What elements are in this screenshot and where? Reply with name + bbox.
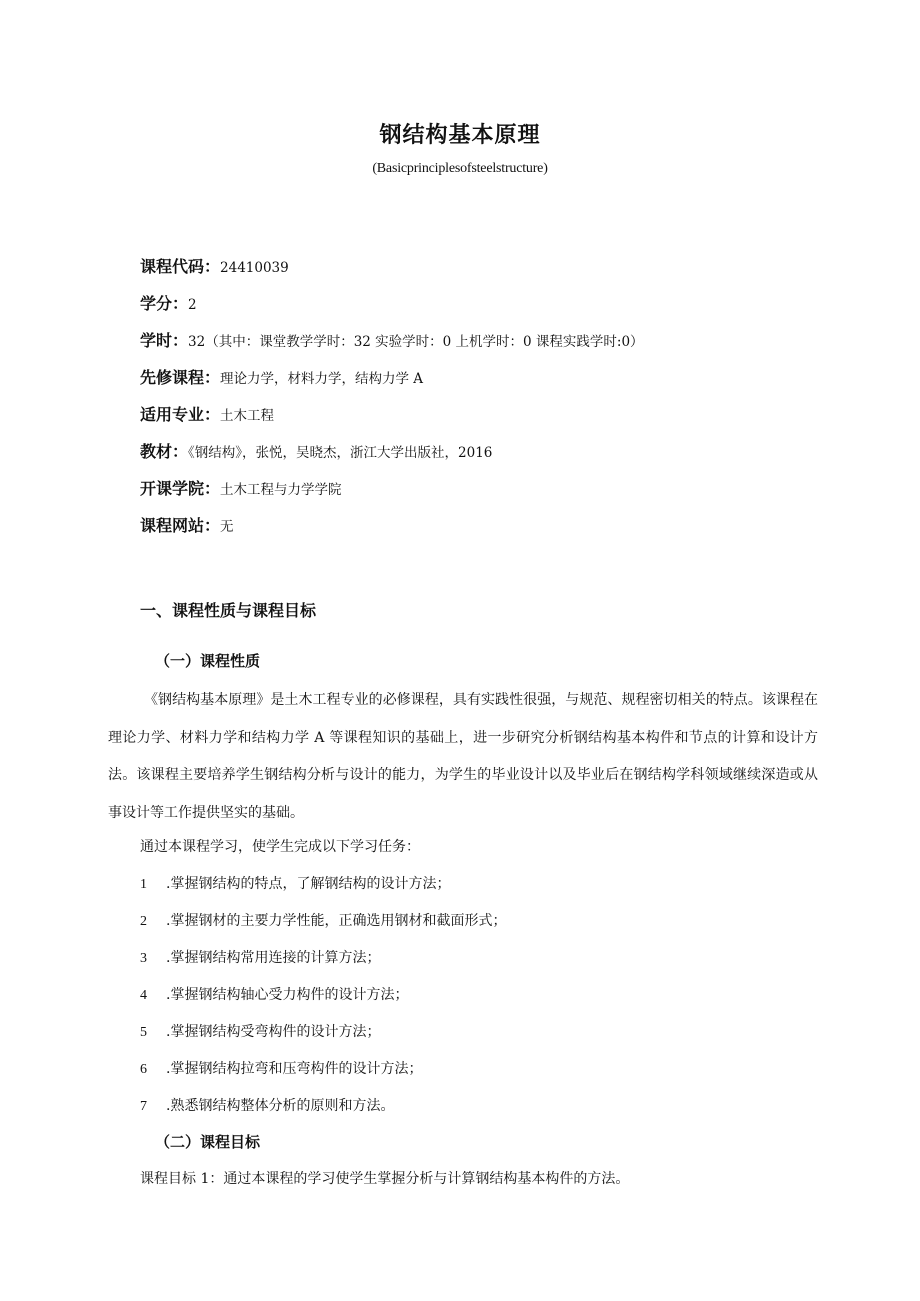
list-item-text: .掌握钢结构拉弯和压弯构件的设计方法； <box>166 1061 423 1077</box>
list-item <box>140 984 408 1004</box>
course-goal-1: 课程目标 1：通过本课程的学习使学生掌握分析与计算钢结构基本构件的方法。 <box>140 1171 630 1187</box>
info-credits <box>140 294 197 315</box>
list-item <box>140 1095 394 1115</box>
info-label: 课程代码： <box>140 257 221 276</box>
list-item-number: 2 <box>140 914 147 929</box>
list-item-number: 1 <box>140 877 147 892</box>
info-label: 先修课程： <box>140 368 221 387</box>
list-item <box>140 1021 380 1041</box>
list-item-text: .掌握钢结构受弯构件的设计方法； <box>166 1024 381 1040</box>
info-label: 教材： <box>140 442 189 461</box>
list-item-number: 4 <box>140 988 147 1003</box>
course-nature-paragraph: 《钢结构基本原理》是土木工程专业的必修课程，具有实践性很强，与规范、规程密切相关的特点。该课程在理论力学、材料力学和结构力学 A 等课程知识的基础上，进一步研究分析钢结构基本构件和节点的计算和设计方法。该课程主要培养学生钢结构分析与设计的能力，为学生的毕业设计以及毕业后在钢结构学科领域继续深造或从事设计等工作提供坚实的基础。 <box>108 692 818 821</box>
list-item-number: 7 <box>140 1099 147 1114</box>
info-course-code <box>140 257 289 278</box>
list-item-text: .掌握钢结构常用连接的计算方法； <box>166 950 381 966</box>
info-value: 32（其中：课堂教学学时：32 实验学时：0 上机学时：0 课程实践学时:0） <box>188 334 644 350</box>
tasks-intro: 通过本课程学习，使学生完成以下学习任务： <box>140 839 420 855</box>
info-hours <box>140 331 644 352</box>
info-major <box>140 405 274 426</box>
info-value: 无 <box>220 519 234 535</box>
info-label: 适用专业： <box>140 405 221 424</box>
info-value: 土木工程与力学学院 <box>220 482 342 498</box>
info-label: 开课学院： <box>140 479 221 498</box>
info-label: 学时： <box>140 331 189 350</box>
list-item <box>140 873 450 893</box>
info-website <box>140 516 234 537</box>
section-heading: 一、课程性质与课程目标 <box>140 601 317 620</box>
info-value: 理论力学，材料力学，结构力学 A <box>220 371 424 387</box>
list-item-number: 5 <box>140 1025 147 1040</box>
list-item <box>140 910 506 930</box>
subsection-heading-nature: （一）课程性质 <box>155 652 261 670</box>
info-textbook <box>140 442 492 463</box>
list-item-text: .掌握钢结构的特点，了解钢结构的设计方法； <box>166 876 451 892</box>
info-label: 课程网站： <box>140 516 221 535</box>
list-item <box>140 1058 422 1078</box>
info-prerequisites <box>140 368 423 389</box>
subsection-heading-goals: （二）课程目标 <box>155 1133 261 1151</box>
info-label: 学分： <box>140 294 189 313</box>
list-item-text: .熟悉钢结构整体分析的原则和方法。 <box>166 1098 395 1114</box>
list-item-text: .掌握钢结构轴心受力构件的设计方法； <box>166 987 409 1003</box>
list-item-number: 3 <box>140 951 147 966</box>
info-value: 《钢结构》，张悦，吴晓杰，浙江大学出版社，2016 <box>188 445 493 461</box>
list-item-number: 6 <box>140 1062 147 1077</box>
info-value: 2 <box>188 297 197 313</box>
info-value: 24410039 <box>220 260 289 276</box>
info-value: 土木工程 <box>220 408 275 424</box>
list-item-text: .掌握钢材的主要力学性能，正确选用钢材和截面形式； <box>166 913 507 929</box>
document-title: 钢结构基本原理 <box>379 123 541 148</box>
list-item <box>140 947 380 967</box>
info-school <box>140 479 342 500</box>
document-subtitle: (Basicprinciplesofsteelstructure) <box>372 161 548 176</box>
